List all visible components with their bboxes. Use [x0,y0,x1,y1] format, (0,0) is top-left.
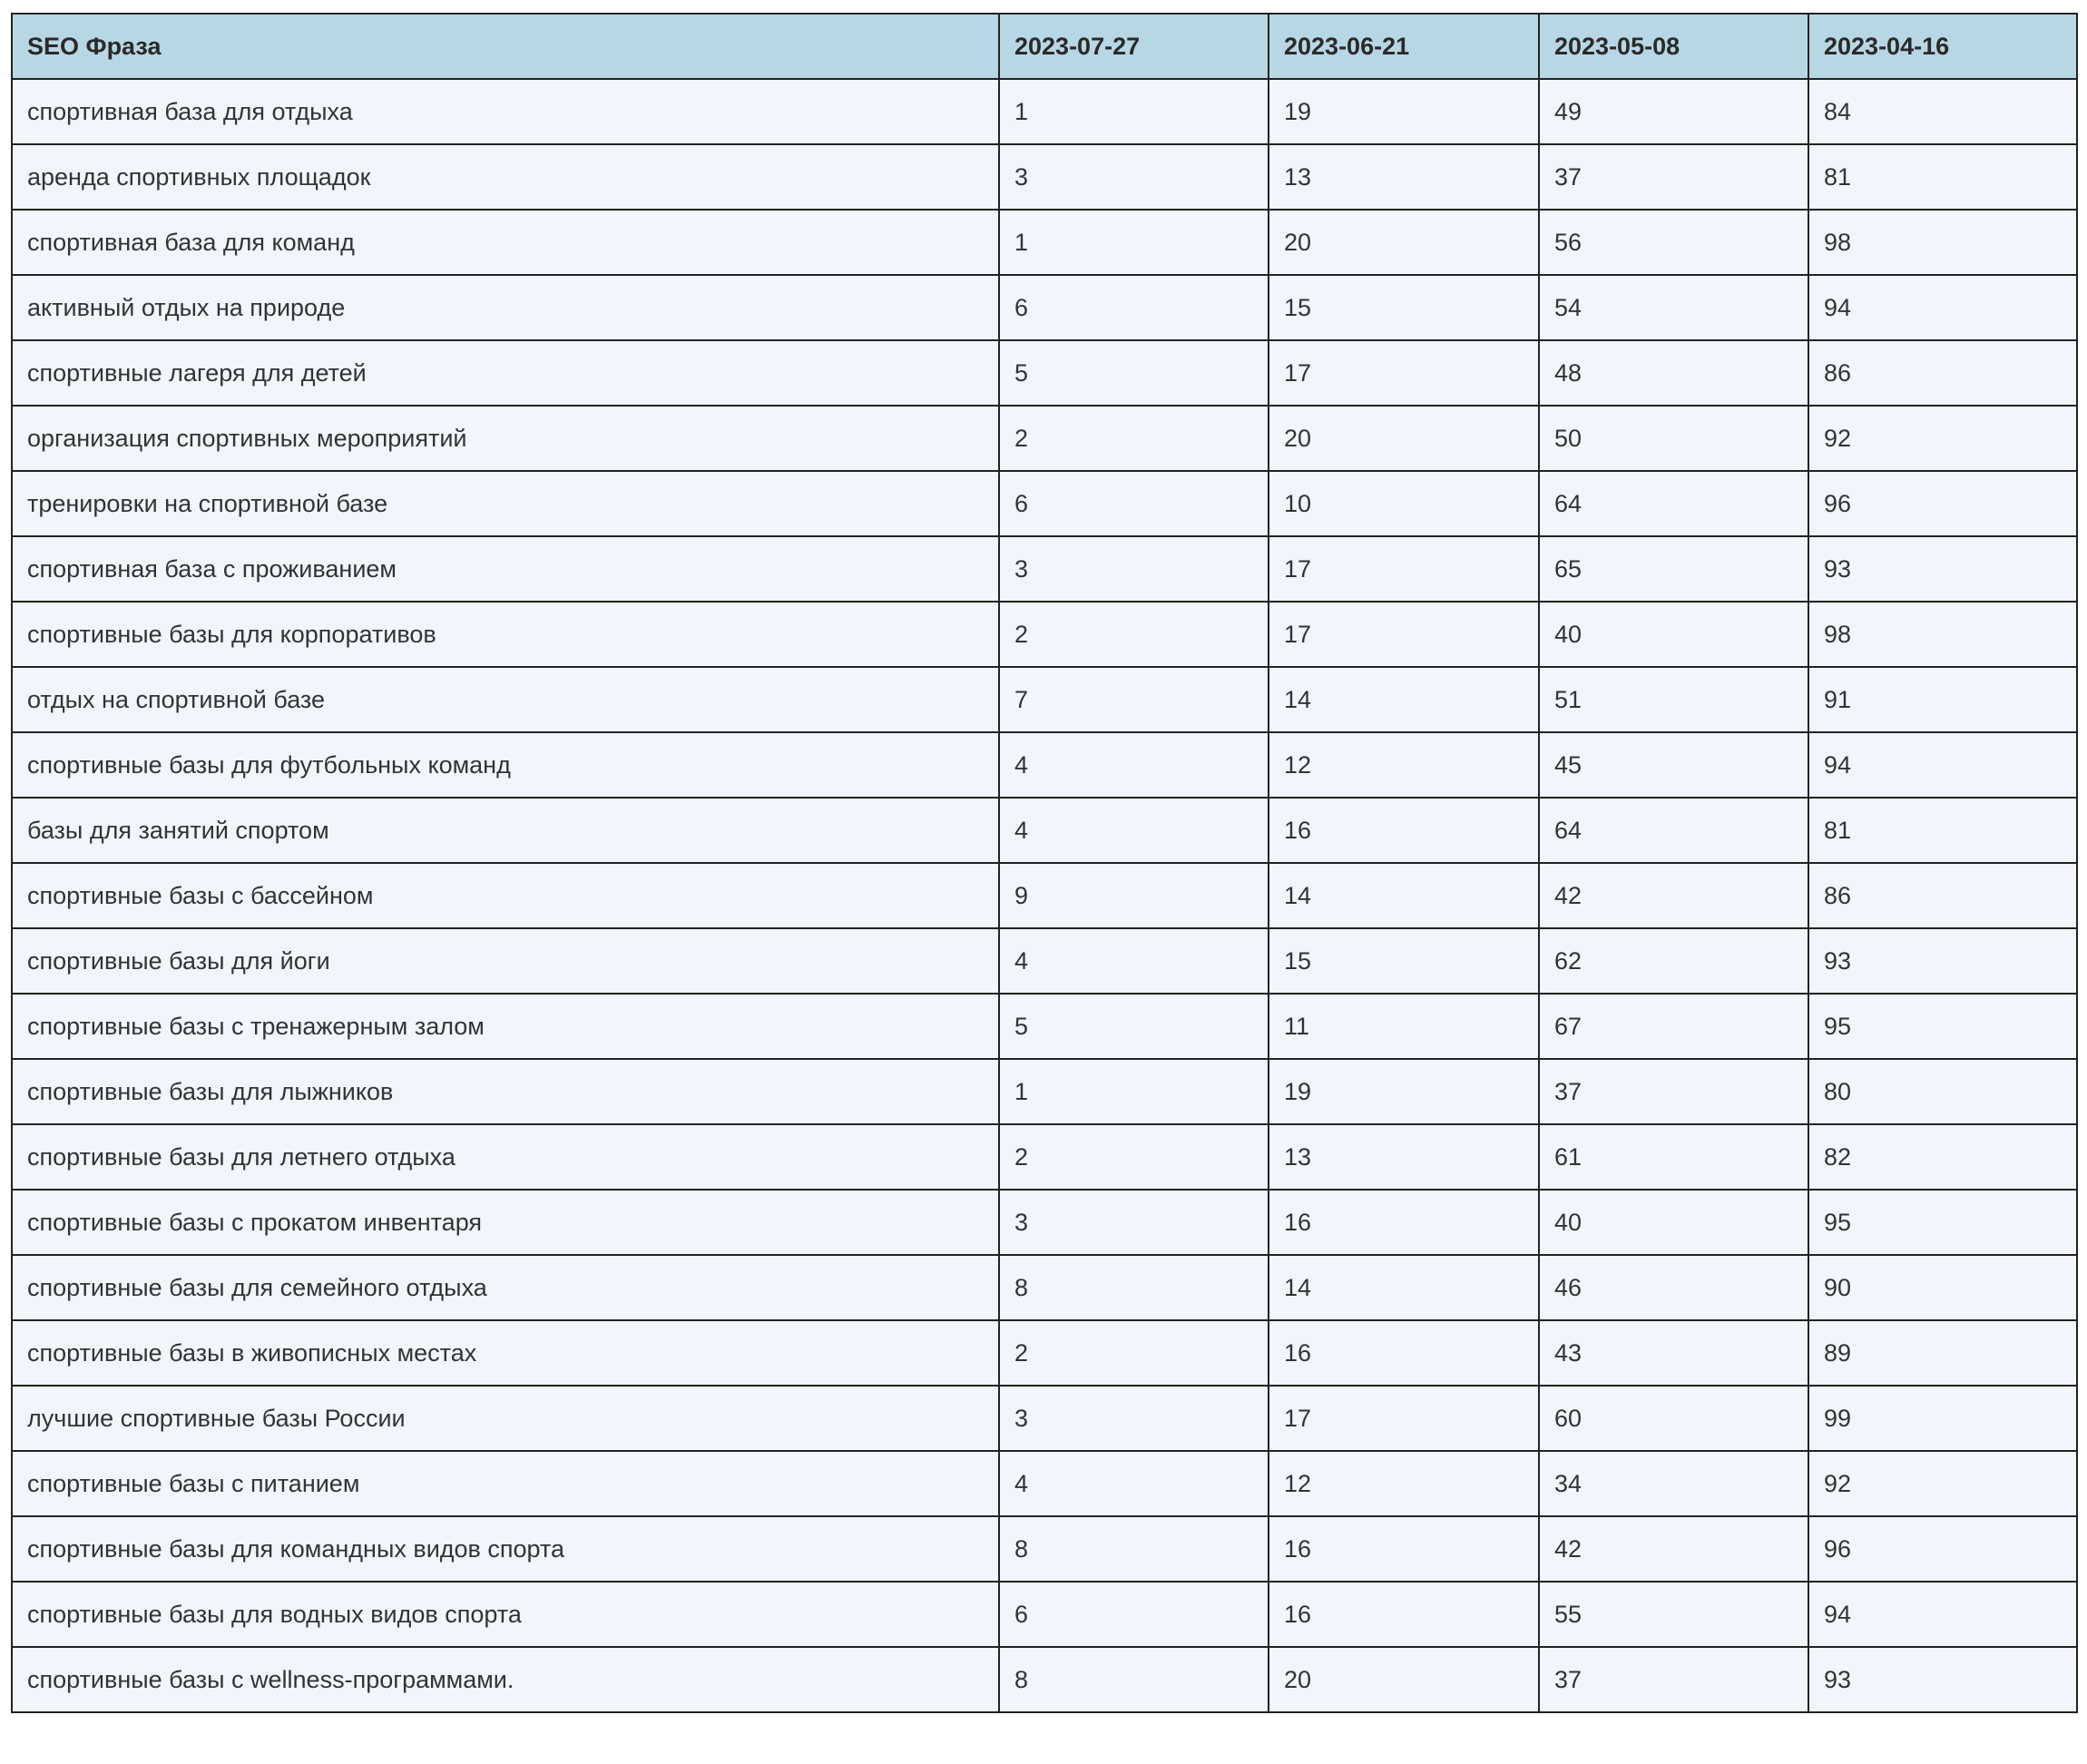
phrase-cell: спортивные базы с wellness-программами. [12,1647,999,1712]
rank-cell: 1 [999,210,1269,275]
rank-cell: 61 [1539,1124,1808,1190]
phrase-cell: аренда спортивных площадок [12,144,999,210]
phrase-cell: спортивные базы для летнего отдыха [12,1124,999,1190]
table-row [12,275,2077,340]
rank-cell: 80 [1808,1059,2077,1124]
rank-cell: 17 [1269,536,1539,602]
rank-cell: 42 [1539,1516,1808,1582]
rank-cell: 2 [999,1124,1269,1190]
phrase-cell: спортивные базы в живописных местах [12,1320,999,1386]
rank-cell: 43 [1539,1320,1808,1386]
rank-cell: 64 [1539,798,1808,863]
rank-cell: 12 [1269,732,1539,798]
phrase-cell: базы для занятий спортом [12,798,999,863]
rank-cell: 19 [1269,79,1539,144]
table-row [12,340,2077,406]
rank-cell: 17 [1269,340,1539,406]
rank-cell: 50 [1539,406,1808,471]
rank-cell: 49 [1539,79,1808,144]
rank-cell: 4 [999,928,1269,994]
rank-cell: 10 [1269,471,1539,536]
phrase-cell: спортивные базы для семейного отдыха [12,1255,999,1320]
phrase-cell: тренировки на спортивной базе [12,471,999,536]
rank-cell: 3 [999,1190,1269,1255]
rank-cell: 86 [1808,340,2077,406]
rank-cell: 4 [999,732,1269,798]
rank-cell: 42 [1539,863,1808,928]
phrase-cell: спортивные базы для корпоративов [12,602,999,667]
rank-cell: 37 [1539,144,1808,210]
rank-cell: 99 [1808,1386,2077,1451]
table-row [12,1124,2077,1190]
table-row [12,732,2077,798]
rank-cell: 65 [1539,536,1808,602]
rank-cell: 90 [1808,1255,2077,1320]
rank-cell: 40 [1539,1190,1808,1255]
table-row [12,210,2077,275]
rank-cell: 34 [1539,1451,1808,1516]
rank-cell: 16 [1269,1190,1539,1255]
rank-cell: 60 [1539,1386,1808,1451]
rank-cell: 89 [1808,1320,2077,1386]
rank-cell: 16 [1269,798,1539,863]
phrase-cell: организация спортивных мероприятий [12,406,999,471]
rank-cell: 55 [1539,1582,1808,1647]
table-body [12,79,2077,1712]
rank-cell: 4 [999,1451,1269,1516]
rank-cell: 9 [999,863,1269,928]
rank-cell: 2 [999,406,1269,471]
table-row [12,144,2077,210]
table-row [12,1516,2077,1582]
rank-cell: 13 [1269,1124,1539,1190]
rank-cell: 94 [1808,732,2077,798]
rank-cell: 6 [999,275,1269,340]
rank-cell: 98 [1808,210,2077,275]
phrase-cell: спортивная база с проживанием [12,536,999,602]
column-header-date: 2023-04-16 [1808,14,2077,79]
rank-cell: 1 [999,1059,1269,1124]
phrase-cell: спортивные базы для йоги [12,928,999,994]
rank-cell: 45 [1539,732,1808,798]
seo-table-container [11,13,2076,1713]
rank-cell: 20 [1269,1647,1539,1712]
phrase-cell: спортивные лагеря для детей [12,340,999,406]
rank-cell: 3 [999,1386,1269,1451]
rank-cell: 98 [1808,602,2077,667]
column-header-phrase: SEO Фраза [12,14,999,79]
rank-cell: 84 [1808,79,2077,144]
phrase-cell: спортивные базы с тренажерным залом [12,994,999,1059]
table-row [12,602,2077,667]
rank-cell: 82 [1808,1124,2077,1190]
table-row [12,406,2077,471]
phrase-cell: спортивная база для команд [12,210,999,275]
table-row [12,1647,2077,1712]
rank-cell: 8 [999,1255,1269,1320]
phrase-cell: спортивная база для отдыха [12,79,999,144]
rank-cell: 19 [1269,1059,1539,1124]
rank-cell: 56 [1539,210,1808,275]
rank-cell: 93 [1808,536,2077,602]
rank-cell: 16 [1269,1516,1539,1582]
rank-cell: 91 [1808,667,2077,732]
rank-cell: 14 [1269,863,1539,928]
phrase-cell: отдых на спортивной базе [12,667,999,732]
rank-cell: 93 [1808,928,2077,994]
rank-cell: 7 [999,667,1269,732]
table-row [12,798,2077,863]
rank-cell: 37 [1539,1647,1808,1712]
rank-cell: 2 [999,1320,1269,1386]
table-row [12,536,2077,602]
rank-cell: 92 [1808,406,2077,471]
phrase-cell: спортивные базы с прокатом инвентаря [12,1190,999,1255]
table-row [12,667,2077,732]
rank-cell: 6 [999,1582,1269,1647]
seo-rankings-table [11,13,2078,1713]
rank-cell: 3 [999,144,1269,210]
rank-cell: 8 [999,1516,1269,1582]
phrase-cell: спортивные базы для водных видов спорта [12,1582,999,1647]
column-header-date: 2023-06-21 [1269,14,1539,79]
rank-cell: 93 [1808,1647,2077,1712]
rank-cell: 15 [1269,928,1539,994]
phrase-cell: лучшие спортивные базы России [12,1386,999,1451]
rank-cell: 5 [999,340,1269,406]
table-row [12,1190,2077,1255]
rank-cell: 46 [1539,1255,1808,1320]
rank-cell: 62 [1539,928,1808,994]
rank-cell: 3 [999,536,1269,602]
table-row [12,79,2077,144]
rank-cell: 94 [1808,275,2077,340]
rank-cell: 5 [999,994,1269,1059]
rank-cell: 15 [1269,275,1539,340]
rank-cell: 40 [1539,602,1808,667]
phrase-cell: активный отдых на природе [12,275,999,340]
rank-cell: 20 [1269,406,1539,471]
rank-cell: 67 [1539,994,1808,1059]
table-row [12,1582,2077,1647]
table-row [12,1059,2077,1124]
phrase-cell: спортивные базы с бассейном [12,863,999,928]
rank-cell: 14 [1269,1255,1539,1320]
rank-cell: 96 [1808,471,2077,536]
rank-cell: 37 [1539,1059,1808,1124]
rank-cell: 64 [1539,471,1808,536]
rank-cell: 2 [999,602,1269,667]
rank-cell: 14 [1269,667,1539,732]
rank-cell: 94 [1808,1582,2077,1647]
rank-cell: 81 [1808,798,2077,863]
rank-cell: 1 [999,79,1269,144]
rank-cell: 17 [1269,1386,1539,1451]
rank-cell: 17 [1269,602,1539,667]
table-row [12,1255,2077,1320]
rank-cell: 13 [1269,144,1539,210]
column-header-date: 2023-07-27 [999,14,1269,79]
rank-cell: 6 [999,471,1269,536]
table-row [12,1386,2077,1451]
table-row [12,863,2077,928]
phrase-cell: спортивные базы для лыжников [12,1059,999,1124]
rank-cell: 81 [1808,144,2077,210]
table-row [12,1320,2077,1386]
rank-cell: 16 [1269,1320,1539,1386]
phrase-cell: спортивные базы для командных видов спорта [12,1516,999,1582]
phrase-cell: спортивные базы с питанием [12,1451,999,1516]
table-row [12,994,2077,1059]
rank-cell: 92 [1808,1451,2077,1516]
rank-cell: 20 [1269,210,1539,275]
rank-cell: 16 [1269,1582,1539,1647]
rank-cell: 86 [1808,863,2077,928]
rank-cell: 12 [1269,1451,1539,1516]
rank-cell: 95 [1808,994,2077,1059]
phrase-cell: спортивные базы для футбольных команд [12,732,999,798]
rank-cell: 96 [1808,1516,2077,1582]
table-header-row [12,14,2077,79]
table-row [12,471,2077,536]
rank-cell: 51 [1539,667,1808,732]
table-row [12,1451,2077,1516]
rank-cell: 54 [1539,275,1808,340]
rank-cell: 11 [1269,994,1539,1059]
rank-cell: 95 [1808,1190,2077,1255]
rank-cell: 8 [999,1647,1269,1712]
rank-cell: 4 [999,798,1269,863]
table-row [12,928,2077,994]
column-header-date: 2023-05-08 [1539,14,1808,79]
rank-cell: 48 [1539,340,1808,406]
